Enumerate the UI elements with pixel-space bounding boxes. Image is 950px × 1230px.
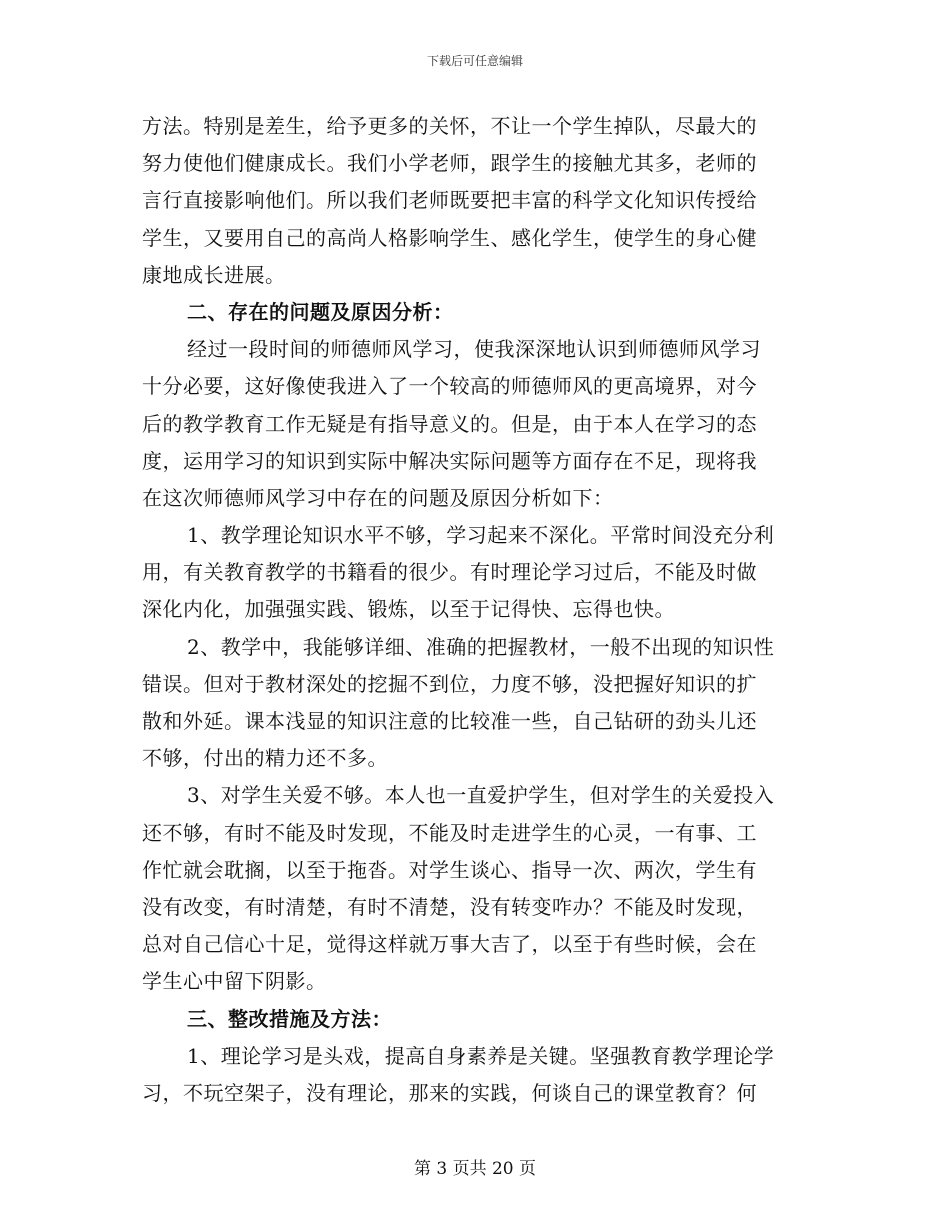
text-line: 3、对学生关爱不够。本人也一直爱护学生，但对学生的关爱投入 [187,783,775,808]
text-line: 学生心中留下阴影。 [142,969,327,994]
text-line: 在这次师德师风学习中存在的问题及原因分析如下： [142,485,614,510]
text-line: 努力使他们健康成长。我们小学老师，跟学生的接触尤其多，老师的 [142,151,757,176]
text-line: 深化内化，加强强实践、锻炼，以至于记得快、忘得也快。 [142,597,675,622]
text-line: 言行直接影响他们。所以我们老师既要把丰富的科学文化知识传授给 [142,188,757,213]
text-line: 总对自己信心十足，觉得这样就万事大吉了，以至于有些时候，会在 [142,932,757,957]
text-line: 康地成长进展。 [142,262,286,287]
text-line: 十分必要，这好像使我进入了一个较高的师德师风的更高境界，对今 [142,374,757,399]
text-line: 经过一段时间的师德师风学习，使我深深地认识到师德师风学习 [187,337,761,362]
text-line: 方法。特别是差生，给予更多的关怀，不让一个学生掉队，尽最大的 [142,114,757,138]
text-line: 2、教学中，我能够详细、准确的把握教材，一般不出现的知识性 [187,634,775,659]
text-line: 还不够，有时不能及时发现，不能及时走进学生的心灵，一有事、工 [142,820,757,845]
section-heading: 二、存在的问题及原因分析： [187,299,454,324]
page-header-note: 下载后可任意编辑 [426,54,523,68]
text-line: 1、理论学习是头戏，提高自身素养是关键。坚强教育教学理论学 [187,1043,775,1068]
text-line: 用，有关教育教学的书籍看的很少。有时理论学习过后，不能及时做 [142,560,757,585]
text-line: 错误。但对于教材深处的挖掘不到位，力度不够，没把握好知识的扩 [142,671,757,696]
text-line: 作忙就会耽搁，以至于拖沓。对学生谈心、指导一次、两次，学生有 [142,857,757,882]
text-line: 后的教学教育工作无疑是有指导意义的。但是，由于本人在学习的态 [142,411,757,436]
text-line: 习，不玩空架子，没有理论，那来的实践，何谈自己的课堂教育？何 [142,1080,757,1105]
document-body [142,108,810,1112]
text-line: 没有改变，有时清楚，有时不清楚，没有转变咋办？不能及时发现， [142,894,757,919]
section-heading: 三、整改措施及方法： [187,1006,392,1031]
text-line: 不够，付出的精力还不多。 [142,746,388,771]
page-number-footer: 第 3 页共 20 页 [413,1159,537,1179]
text-line: 度，运用学习的知识到实际中解决实际问题等方面存在不足，现将我 [142,448,757,473]
text-line: 散和外延。课本浅显的知识注意的比较准一些，自己钻研的劲头儿还 [142,709,757,733]
text-line: 1、教学理论知识水平不够，学习起来不深化。平常时间没充分利 [187,523,775,548]
text-line: 学生，又要用自己的高尚人格影响学生、感化学生，使学生的身心健 [142,225,757,250]
